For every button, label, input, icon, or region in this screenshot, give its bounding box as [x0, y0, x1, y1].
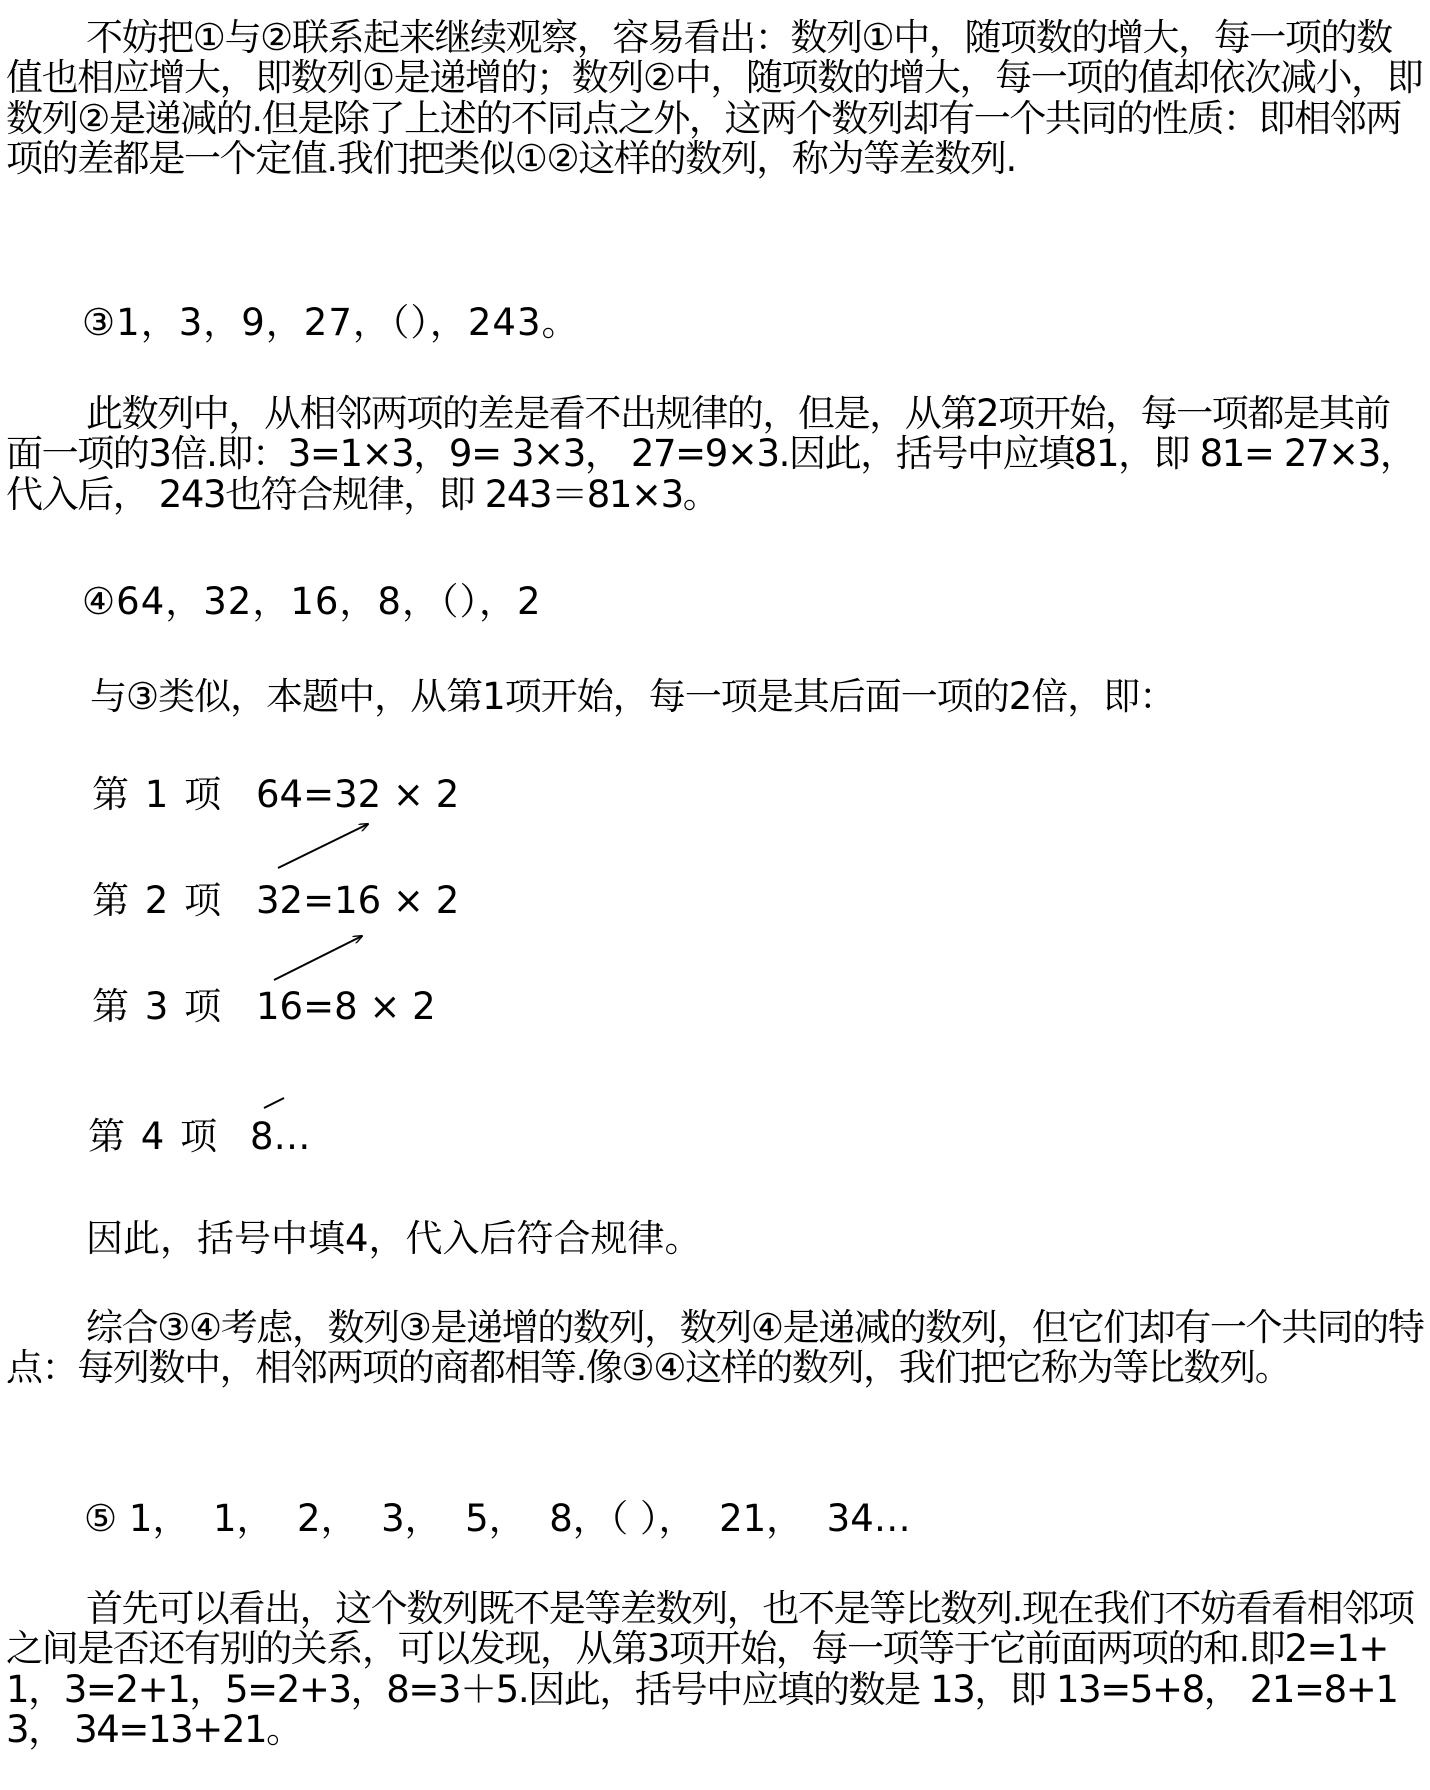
term-label: 第 2 项 [92, 879, 224, 922]
term-expression: 16=8 × 2 [256, 985, 436, 1028]
paragraph-sequence-5-explanation: 首先可以看出，这个数列既不是等差数列，也不是等比数列.现在我们不妨看看相邻项之间是否还有别的关系，可以发现，从第3项开始，每一项等于它前面两项的和.即2=1+1，3=2+1，5=2+3，8=3＋5.因此，括号中应填的数是 13，即 13=5+8， 21=8+13， 34=13+21。 [6, 1587, 1414, 1752]
term-label: 第 1 项 [92, 773, 224, 816]
sequence-3: ③1，3，9，27，（），243。 [82, 301, 580, 344]
term-row-1 [92, 774, 459, 816]
arrow-term-4-to-3 [264, 1098, 284, 1108]
paragraph-fill-answer: 因此，括号中填4，代入后符合规律。 [86, 1217, 702, 1260]
sequence-4: ④64，32，16，8，（），2 [82, 580, 542, 623]
arrow-term-2-to-1 [278, 824, 368, 868]
arrow-term-3-to-2 [274, 936, 362, 980]
sequence-5: ⑤ 1， 1， 2， 3， 5， 8，（ ）， 21， 34… [84, 1497, 911, 1540]
term-expression: 32=16 × 2 [256, 879, 460, 922]
paragraph-geometric-intro: 综合③④考虑，数列③是递增的数列，数列④是递减的数列，但它们却有一个共同的特点：每列数中，相邻两项的商都相等.像③④这样的数列，我们把它称为等比数列。 [6, 1306, 1424, 1390]
term-label: 第 3 项 [92, 985, 224, 1028]
paragraph-sequence-4-intro: 与③类似，本题中，从第1项开始，每一项是其后面一项的2倍，即： [90, 675, 1176, 718]
term-row-3 [92, 986, 436, 1028]
term-label: 第 4 项 [88, 1115, 220, 1158]
term-row-4 [88, 1116, 311, 1158]
term-expression: 64=32 × 2 [256, 773, 460, 816]
term-row-2 [92, 880, 459, 922]
paragraph-sequence-3-explanation: 此数列中，从相邻两项的差是看不出规律的，但是，从第2项开始，每一项都是其前面一项的3倍.即：3=1×3，9= 3×3， 27=9×3.因此，括号中应填81，即 81= 27×3，代入后， 243也符合规律，即 243＝81×3。 [6, 392, 1416, 516]
term-expression: 8… [250, 1115, 311, 1158]
paragraph-arithmetic-intro: 不妨把①与②联系起来继续观察，容易看出：数列①中，随项数的增大，每一项的数值也相应增大，即数列①是递增的；数列②中，随项数的增大，每一项的值却依次减小，即数列②是递减的.但是除了上述的不同点之外，这两个数列却有一个共同的性质：即相邻两项的差都是一个定值.我们把类似①②这样的数列，称为等差数列. [6, 16, 1423, 181]
